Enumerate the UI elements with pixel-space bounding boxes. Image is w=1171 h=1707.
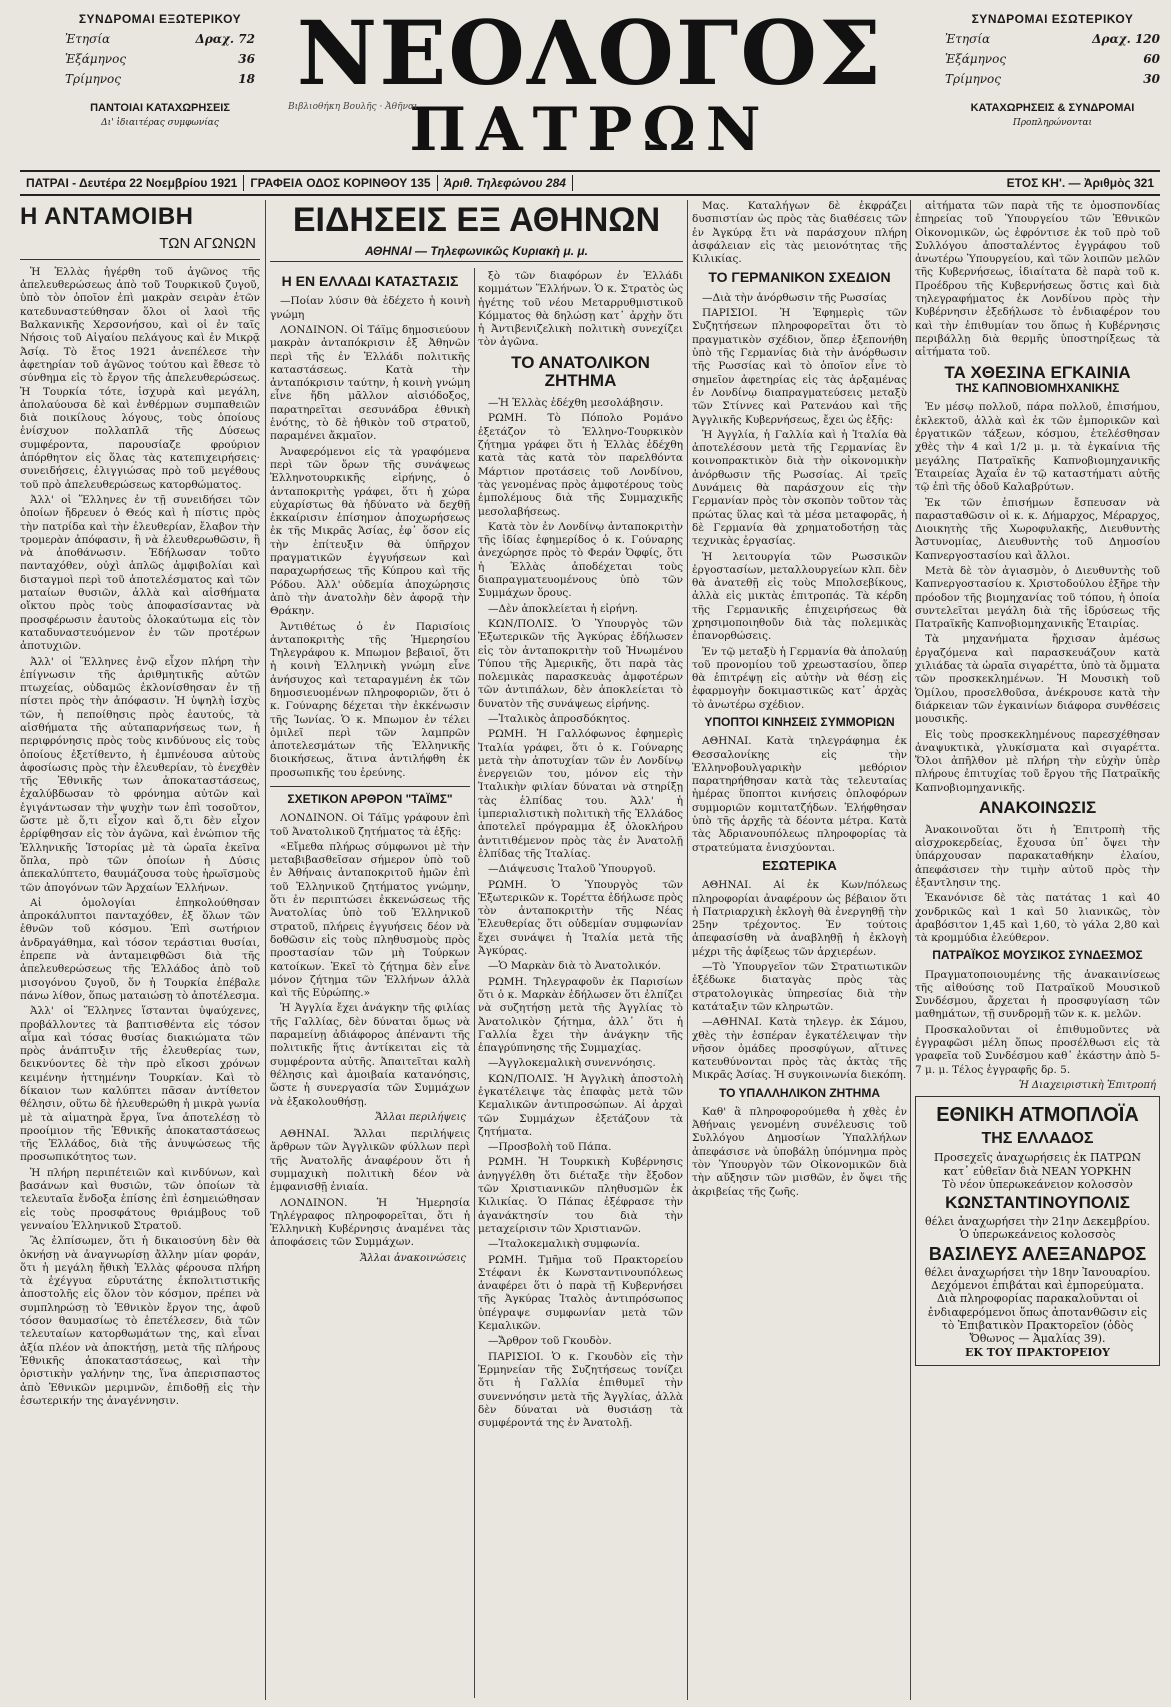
paragraph: ΑΘΗΝΑΙ. Αἱ ἐκ Κων/πόλεως πληροφορίαι ἀναφέρουν ὡς βέβαιον ὅτι ἡ Πατριαρχικὴ ἐκλογὴ θὰ ἐνεργηθῇ τὴν 25ην τρέχοντος. Ἐν τούτοις ἀπεφασίσθη νὰ ἀναβληθῇ ἡ ἐκλογὴ μέχρι τῆς ἀφίξεως τῶν ἀρχιερέων. <box>692 879 907 958</box>
paragraph: Ἀνακοινοῦται ὅτι ἡ Ἐπιτροπὴ τῆς αἰσχροκερδείας, ἔχουσα ὑπ᾽ ὄψει τὴν ὑπάρχουσαν παρακαταθήκην ἐλαίου, ἀπεφάσισεν τὴν τιμὴν αὐτοῦ πρὸς τὴν ἐξαντλησιν της. <box>915 823 1160 889</box>
issue-number: ΕΤΟΣ ΚΗ'. — Ἀριθμὸς 321 <box>1006 176 1154 190</box>
paragraph: Αἱ ὁμολογίαι ἐπηκολούθησαν ἀπροκάλυπτοι πανταχόθεν, ἐξ ὅλων τῶν ἐθνῶν τοῦ κόσμου. Ἐπὶ σωτήριον ἀνδραγάθημα, καὶ τόσον τεράστιαι θυσίαι, ἐπρεπε νὰ ἀνταμειφθῶσι διὰ τῆς ἀπελευθερώσεως τῆς Ἑλλάδος ἀπὸ τοῦ μισογόνου ζυγοῦ, ὅν ἡ Τουρκία ἐπέβαλε πάνω λίθον, ὅπως ματαιώσῃ τὸ ἀποτέλεσμα. <box>20 896 260 1002</box>
ship-name: ΒΑΣΙΛΕΥΣ ΑΛΕΞΑΝΔΡΟΣ <box>928 1243 1147 1264</box>
phone-number: Ἀριθ. Τηλεφώνου 284 <box>443 176 566 190</box>
paragraph: Ἐν τῷ μεταξὺ ἡ Γερμανία θὰ ἀπολαύῃ τοῦ προνομίου τοῦ χρεωστασίου, ὅπερ θὰ ἐπιτρέψῃ εἰς αὐτὴν νὰ θέσῃ εἰς ἐφαρμογὴν δοκιμαστικῶς κατ᾽ ἀρχὰς τὸ ἀνωτέρω σχέδιον. <box>692 645 907 711</box>
section-subheading: ΤΗΣ ΚΑΠΝΟΒΙΟΜΗΧΑΝΙΚΗΣ <box>955 381 1120 396</box>
ads-note: ΠΑΝΤΟΙΑΙ ΚΑΤΑΧΩΡΗΣΕΙΣ <box>90 102 230 114</box>
dateline-bar <box>20 170 1160 196</box>
paragraph: —Ποίαν λύσιν θὰ ἐδέχετο ἡ κοινὴ γνώμη <box>270 295 470 321</box>
paragraph: Ἀλλ' οἱ Ἕλληνες ἐνῷ εἶχον πλήρη τὴν ἐπίγνωσιν τῆς ἀριθμητικῆς αὐτῶν πτωχείας, οὐδαμῶς ἐκλονίσθησαν ἐν τῇ πίστει πρὸς τὴν ἀπόφασιν. Ἡ ὑψηλὴ ἰσχὺς τῶν, ἡ πεποίθησις πρὸς ἑαυτούς, τὰ αἰσθήματα τῆς αὐταπαρνήσεως των, ἡ περιφρόνησις πρὸς τοὺς κινδύνους εἰς τοὺς ὁποίους ἐξετίθεντο, ἡ ἐμπνέουσα αὐτοὺς ἀφοσίωσις πρὸς τὴν ἐλευθερίαν, τὸ ἐνεχθὲν τῆς Ἐθνικῆς των ἀποκαταστάσεως, ἐχαλύβδωσαν τὸ φρόνημα αὐτῶν καὶ ἐγιγάντωσαν τὴν ψυχὴν των ἐπὶ τοσοῦτον, ὥστε μὲ ὅ,τι εἶχον καὶ ὅ,τι δὲν εἶχον ἐρρίφθησαν εἰς τὸν ἀγῶνα, καὶ ἐνώπιον τῆς Ἑλληνικῆς Ἱστορίας μὲ τὰ ὡραῖα ἐκεῖνα ὅπλα, πρὸ τῶν ὁποίων ἡ Δύσις ἀπεκαλύπτετο, θαυμάζουσα τοὺς ἡρωϊσμοὺς τῶν ἀπογόνων τῶν Ἀρχαίων Ἑλλήνων. <box>20 655 260 894</box>
paragraph: ΠΑΡΙΣΙΟΙ. Ὁ κ. Γκουδὸν εἰς τὴν Ἐρμηνείαν τῆς Συζητήσεως τονίζει ὅτι ἡ Γαλλία ἐπιθυμεῖ τὴν συνεννόησιν μετὰ τῆς Ἀγγλίας, ἀλλὰ δὲν δύναται νὰ θυσιάσῃ τὰ συμφέροντά της ἐν Ἀνατολῇ. <box>478 1350 683 1430</box>
news-dateline: ΑΘΗΝΑΙ — Τηλεφωνικῶς Κυριακὴ μ. μ. <box>270 244 683 262</box>
divider <box>270 786 470 787</box>
section-heading: ΕΣΩΤΕΡΙΚΑ <box>762 857 837 873</box>
paragraph: ΡΩΜΗ. Τηλεγραφοῦν ἐκ Παρισίων ὅτι ὁ κ. Μαρκὰν ἐδήλωσεν ὅτι ἐλπίζει νὰ συζητήσῃ μετὰ τῆς Ἀγγλίας τὸ Ἀνατολικὸν ζήτημα, ἀλλ᾽ ὅτι ἡ Γαλλία ἔχει τὴν ἀνάγκην τῆς ἐπαγρύπνησης τῆς Συμμαχίας. <box>478 975 683 1055</box>
paragraph: —Δὲν ἀποκλείεται ἡ εἰρήνη. <box>488 602 638 615</box>
paragraph: Ἐκ τῶν ἐπισήμων ἔσπευσαν νὰ παρασταθῶσιν οἱ κ. κ. Δήμαρχος, Μέραρχος, Διοικητὴς τῆς Χωροφυλακῆς, Διευθυντὴς Ἀστυνομίας, Διευθυντὴς τοῦ Δημοσίου Καπνεργοστασίου καὶ ἄλλοι. <box>915 496 1160 562</box>
library-stamp: Βιβλιοθήκη Βουλῆς · Ἀθῆναι <box>288 102 418 112</box>
paragraph: ΡΩΜΗ. Ὁ Ὑπουργὸς τῶν Ἐξωτερικῶν κ. Τορέττα ἐδήλωσε πρὸς τὸν ἀνταποκριτὴν τῆς Νέας Ἐλευθερίας ὅτι οὐδεμίαν συμφωνίαν ἔχει συνάψει ἡ Ἰταλία μετὰ τῆς Ἀγκύρας. <box>478 878 683 958</box>
section-heading: Η ΕΝ ΕΛΛΑΔΙ ΚΑΤΑΣΤΑΣΙΣ <box>281 273 459 289</box>
paragraph: ΛΟΝΔΙΝΟΝ. Οἱ Τάϊμς γράφουν ἐπὶ τοῦ Ἀνατολικοῦ ζητήματος τὰ ἑξῆς: <box>270 812 470 838</box>
editorial-column <box>20 200 260 1700</box>
newspaper-subtitle: ΠΑΤΡΩΝ <box>409 95 771 165</box>
paragraph: ΛΟΝΔΙΝΟΝ. Ἡ Ἡμερησία Τηλέγραφος πληροφορεῖται, ὅτι ἡ Ἑλληνικὴ Κυβέρνησις ἀναμένει τὰς ἀποφάσεις τῶν Συμμάχων. <box>270 1196 470 1249</box>
paragraph: Ἐκανόνισε δὲ τὰς πατάτας 1 καὶ 40 χονδρικῶς καὶ 1 καὶ 50 λιανικῶς, τὸν ἀραβόσιτον 1,45 καὶ 1,60, τὸ γάλα 2,80 καὶ τὰ κρομμύδια ἐλεύθερον. <box>915 892 1160 945</box>
divider <box>572 175 573 191</box>
paragraph: Ἡ πλήρη περιπέτειῶν καὶ κινδύνων, καὶ βασάνων καὶ θυσιῶν, τῶν ὁποίων τὰ τελευταῖα ἔνδοξα ἐπίσης ἐπὶ ἐσημειώθησαν εἰς τοὺς προσφάτους θριάμβους τοῦ γενναίου Ἑλληνικοῦ Στρατοῦ. <box>20 1166 260 1232</box>
domestic-subscriptions-header: ΣΥΝΔΡΟΜΑΙ ΕΣΩΤΕΡΙΚΟΥ <box>971 12 1134 26</box>
news-column-4 <box>915 200 1160 1700</box>
paragraph: ξὸ τῶν διαφόρων ἐν Ἑλλάδι κομμάτων Ἕλλήνων. Ὁ κ. Στρατὸς ὡς ἡγέτης τοῦ νέου Μεταρρυθμιστικοῦ Κόμματος θὰ δηλώσῃ κατ᾽ ἀρχὴν ὅτι ἡ Ἀντιβενιζελικὴ πολιτικὴ συνεχίζει τὸν ἀγῶνα. <box>478 270 683 349</box>
paragraph: ΚΩΝ/ΠΟΛΙΣ. Ἡ Ἀγγλικὴ ἀποστολὴ ἐγκατέλειψε τὰς ἐπαφὰς μετὰ τῶν Κεμαλικῶν ἀντιπροσώπων. Αἱ ἀρχαὶ τῶν Συμμάχων ἐξετάζουν τὰ ζητήματα. <box>478 1072 683 1138</box>
paragraph: «Εἴμεθα πλήρως σύμφωνοι μὲ τὴν μεταβιβασθεῖσαν σήμερον ὑπὸ τοῦ ἐν Ἀθήναις ἀνταποκριτοῦ ἡμῶν ἐπὶ τοῦ Ἑλληνικοῦ ζητήματος γνώμην, ὅτι ἐν περιπτώσει ἐκκενώσεως τῆς Ἀνατολίας ὑπὸ τοῦ Ἑλληνικοῦ στρατοῦ, πλήρεις ἐγγυήσεις δέον νὰ δοθῶσιν εἰς τοὺς πληθυσμοὺς πρὸς προστασίαν τῶν μὴ Τούρκων κατοίκων. Ἐκεῖ τὸ ζήτημα δὲν εἶνε μόνον ζήτημα τῶν Ἑλλήνων ἀλλὰ καὶ τῆς Εὐρώπης.» <box>270 840 470 1000</box>
editorial-subtitle: ΤΩΝ ΑΓΩΝΩΝ <box>159 235 256 253</box>
paragraph: Εἰς τοὺς προσκεκλημένους παρεσχέθησαν ἀναψυκτικὰ, γλυκίσματα καὶ σιγαρέττα. Ὅλοι ἀπῆλθον μὲ πλήρη τὴν εὐχὴν ὑπὲρ πλήρους ἐπιτυχίας τοῦ ἔργου τῆς Πατραϊκῆς Καπνοβιομηχανικῆς. <box>915 728 1160 794</box>
section-heading: ΑΝΑΚΟΙΝΩΣΙΣ <box>978 798 1097 818</box>
paragraph: Καθ' ἃ πληροφορούμεθα ἡ χθὲς ἐν Ἀθήναις γενομένη συνέλευσις τοῦ Συλλόγου Δημοσίων Ὑπαλλήλων ἀπεφάσισε νὰ ὑποβάλῃ ὑπόμνημα πρὸς τὸν Ὑπουργὸν τῶν Οἰκονομικῶν διὰ τὴν αὔξησιν τῶν μισθῶν, ἐν ὄψει τῆς ἀκριβείας τῆς ζωῆς. <box>692 1105 907 1198</box>
paragraph: —ΑΘΗΝΑΙ. Κατὰ τηλεγρ. ἐκ Σάμου, χθὲς τὴν ἑσπέραν ἐγκατέλειψαν τὴν νῆσον ὁμάδες προσφύγων, αἵτινες κατευθύνονται πρὸς τὰς ἀκτὰς τῆς Μικρᾶς Ἀσίας. Ἡ συγκοινωνία διεκόπη. <box>692 1016 907 1082</box>
paragraph: —Τὸ Ὑπουργεῖον τῶν Στρατιωτικῶν ἐξέδωκε διαταγὰς πρὸς τὰς στρατολογικὰς ὑπηρεσίας διὰ τὴν κατάταξιν τῶν κληρωτῶν. <box>692 961 907 1013</box>
section-heading: ΤΟ ΓΕΡΜΑΝΙΚΟΝ ΣΧΕΔΙΟΝ <box>708 269 891 286</box>
paragraph: Ἀναφερόμενοι εἰς τὰ γραφόμενα περὶ τῶν ὅρων τῆς συνάψεως Ἑλληνοτουρκικῆς εἰρήνης, ὁ ἀνταποκριτὴς γράφει, ὅτι ἡ χώρα εὐχαρίστως θὰ ἠδύνατο νὰ δεχθῇ ἐκκαίρισιν ἐπίσημον ἀποχωρήσεως ἐκ τῆς Μικρᾶς Ἀσίας, ἐφ᾽ ὅσον εἰς τὴν ἐπίτευξιν θὰ ὑπῆρχον πραγματικῶν ἐγγυήσεων καὶ παραχωρήσεως τῆς Κύπρου καὶ τῆς Ρόδου. Ἀλλ' οὐδεμία ἀποχώρησις ἀπὸ τὴν ἀνατολὴν δὲν ἀφορᾷ τὴν Θράκην. <box>270 445 470 618</box>
column-divider <box>474 268 475 1698</box>
paragraph: Μας. Καταλήγων δὲ ἐκφράζει δυσπιστίαν ὡς πρὸς τὰς διαθέσεις τῶν ἐν Ἀγκύρᾳ ἔτι νὰ παράσχουν πλήρη ἀσφάλειαν εἰς τὰς μειονότητας τῆς Κιλικίας. <box>692 200 907 266</box>
section-heading: ΤΟ ΑΝΑΤΟΛΙΚΟΝ ΖΗΤΗΜΑ <box>511 352 650 391</box>
ads-subs-note: ΚΑΤΑΧΩΡΗΣΕΙΣ & ΣΥΝΔΡΟΜΑΙ <box>970 102 1135 114</box>
news-column-1 <box>270 270 470 1700</box>
shipping-advertisement <box>915 1096 1160 1366</box>
section-heading: ΠΑΤΡΑΪΚΟΣ ΜΟΥΣΙΚΟΣ ΣΥΝΔΕΣΜΟΣ <box>932 948 1143 963</box>
paragraph: αἰτήματα τῶν παρὰ τῆς τε ὁμοσπονδίας ἐπηρείας τοῦ Ὑπουργείου τῶν Ἐθνικῶν Οἰκονομικῶν, ὡς ἐφρόντισε ἐκ τοῦ πρὸ τοῦ Συλλόγου ἀποσταλέντος ἐγγράφου τοῦ ἀνωτέρω Ὑπουργείου, καὶ τῶν λοιπῶν μελῶν τῆς Κυβερνήσεως, ἰδιαίτατα δὲ παρὰ τοῦ κ. Προέδρου τῆς Κυβερνήσεως ὅστις καὶ διὰ τηλεγραφήματος ἐκ Λονδίνου πρὸς τὴν Κυβέρνησιν ἐξεδήλωσε τὸ ἐνδιαφέρον του καὶ τὴν ἐπιθυμίαν του ὅπως ἡ Κυβέρνησις περιβάλλῃ διὰ θερμῆς ὑποστηρίξεως τὰ αἰτήματα τοῦ. <box>915 200 1160 359</box>
paragraph: ΑΘΗΝΑΙ. Ἄλλαι περιλήψεις ἄρθρων τῶν Ἀγγλικῶν φύλλων περὶ τῆς Ἀνατολῆς ἀναφέρουν ὅτι ἡ συμμαχικὴ πολιτικὴ δέον νὰ ἐμφανισθῇ ἐνιαία. <box>270 1128 470 1194</box>
paragraph: —Ἰταλικὸς ἀπροσδόκητος. <box>488 712 631 725</box>
paragraph: Ἀλλ' οἱ Ἕλληνες ἵστανται ὑψαύχενες, προβάλλοντες τὰ βαπτισθέντα εἰς τόσον αἷμα καὶ τόσας θυσίας διακιώματα τῶν πρὸς ἀνάπτυξιν τῆς ἐλευθερίας των, δεικνύοντες δὲ τὴν πρὸ εἴκοσι χρόνων κειμένην ἡττημένην Τουρκίαν. Καὶ τὸ δίκαιον των καλύπτει πᾶσαν ἀντίθετον θέλησιν, οὕτω δὲ ἠλευθερώθη ἡ μικρὰ γωνία μὲ τὰ αἱματηρὰ ἔργα, ἵνα ἀποτελέσῃ τὸ προοίμιον τῆς Ἐθνικῆς ἀποκαταστάσεως τῆς Ἑλλάδος, διὰ τῆς ἀνυψώσεως τῆς προσωπικότητος των. <box>20 1005 260 1164</box>
foreign-subscriptions-box <box>65 12 255 128</box>
news-headline: ΕΙΔΗΣΕΙΣ ΕΞ ΑΘΗΝΩΝ <box>292 201 661 239</box>
paragraph: Κατὰ τὸν ἐν Λονδίνῳ ἀνταποκριτὴν τῆς ἰδίας ἐφημερίδος ὁ κ. Γούναρης ἀνεχώρησε πρὸς τὸ Φεράν Ὀφφίς, ὅτι ἡ Ἑλλὰς ἀποδέχεται τοὺς διαπραγματευομένους ὑπὸ τῶν Συμμάχων ὅρους. <box>478 520 683 600</box>
ad-text: Δεχόμενοι ἐπιβάται καὶ ἐμπορεύματα. <box>931 1279 1144 1293</box>
paragraph: ΡΩΜΗ. Ἡ Γαλλόφωνος ἐφημερὶς Ἰταλία γράφει, ὅτι ὁ κ. Γούναρης μετὰ τὴν ἀποτυχίαν τῶν ἐν Λονδίνῳ ἐνεργειῶν του, μόνον εἰς τὴν Ἰταλικὴν φιλίαν δύναται νὰ στηρίξῃ τὰς ἐλπίδας του. Ἀλλ' ἡ ἱμπεριαλιστικὴ πολιτικὴ τῆς Ἑλλάδος ἀποτελεῖ πρόγραμμα ἐξ ὁλοκλήρου ἀντιτιθέμενον πρὸς τὰς ἐν Ἀνατολῇ ἐλπίδας τῆς Ἰταλίας. <box>478 728 683 860</box>
paragraph: —Ἰταλοκεμαλικὴ συμφωνία. <box>488 1238 640 1251</box>
ads-note-terms: Δι' ἰδιαιτέρας συμφωνίας <box>101 118 219 128</box>
subscription-row: Τρίμηνος 18 <box>65 72 255 86</box>
newspaper-title-block <box>260 1 920 165</box>
ad-text: Τὸ νέον ὑπερωκεάνειον κολοσσὸν <box>942 1177 1133 1191</box>
section-heading: ΣΧΕΤΙΚΟΝ ΑΡΘΡΟΝ "ΤΑΪΜΣ" <box>287 792 453 807</box>
ad-text: Διὰ πληροφορίας παρακαλοῦνται οἱ ἐνδιαφερόμενοι ὅπως ἀποτανθῶσιν εἰς τὸ Ἐπιβατικὸν Πρακτορεῖον (ὁδὸς Ὄθωνος — Ἀμαλίας 39). <box>927 1292 1148 1346</box>
editorial-title: Η ΑΝΤΑΜΟΙΒΗ <box>20 203 194 230</box>
newspaper-page <box>20 1 1160 1698</box>
paragraph: Ἡ λειτουργία τῶν Ρωσσικῶν ἐργοστασίων, μεταλλουργείων κλπ. δὲν θὰ ἀνατεθῇ εἰς τοὺς Μπολσεβίκους, ἀλλὰ εἰς μικτὰς ἐπιτροπάς. Τὰ κέρδη τῆς Γερμανικῆς ἐπιχειρήσεως θὰ χρησιμοποιηθοῦν διὰ τὰς πολεμικὰς ἐπανορθώσεις. <box>692 550 907 643</box>
subscription-row: Ἑξάμηνος 60 <box>945 52 1160 66</box>
paragraph: —Διὰ τὴν ἀνόρθωσιν τῆς Ρωσσίας <box>702 291 887 304</box>
section-heading: ΤΟ ΥΠΑΛΛΗΛΙΚΟΝ ΖΗΤΗΜΑ <box>718 1085 880 1100</box>
ad-text: θέλει ἀναχωρήσει τὴν 21ην Δεκεμβρίου. <box>925 1215 1150 1229</box>
ad-subtitle: ΤΗΣ ΕΛΛΑΔΟΣ <box>981 1130 1094 1148</box>
subscription-row: Ἑξάμηνος 36 <box>65 52 255 66</box>
paragraph: ΠΑΡΙΣΙΟΙ. Ἡ Ἐφημερὶς τῶν Συζητήσεων πληροφορεῖται ὅτι τὸ πραγματικὸν σχέδιον, ὅπερ ἐξεπονήθη ὑπὸ τῆς Γερμανίας διὰ τὴν ἀνόρθωσιν τῆς Ρωσσίας καὶ τὸ ὁποῖον εἶνε τὸ σημεῖον ἀφετηρίας εἰς τὰς ἀρξαμένας ἐν Λονδίνῳ διαπραγματεύσεις μεταξὺ τῶν Στίννες καὶ Ρατενάου καὶ τῆς Ἀγγλικῆς Κυβερνήσεως, ἔχει ὡς ἑξῆς: <box>692 307 907 426</box>
paragraph: Προσκαλοῦνται οἱ ἐπιθυμοῦντες νὰ ἐγγραφῶσι μέλη ὅπως προσέλθωσι εἰς τὰ γραφεῖα τοῦ Συνδέσμου καθ᾽ ἑκάστην ἀπὸ 5-7 μ. μ. Τέλος ἐγγραφῆς δρ. 5. <box>915 1023 1160 1076</box>
paragraph: Ἐν μέσῳ πολλοῦ, πάρα πολλοῦ, ἐπισήμου, ἐκλεκτοῦ, ἀλλὰ καὶ ἐκ τῶν ἐμπορικῶν καὶ ἐργατικῶν τάξεων, κόσμου, ἐτελέσθησαν χθὲς τὴν 4 καὶ 1/2 μ. μ. τὰ ἐγκαίνια τῆς μεγάλης Πατραϊκῆς Καπνοβιομηχανικῆς Ἑταιρείας Ἀχαΐα ἐν τῷ καταστήματι αὐτῆς τῷ ἐπὶ τῆς ὁδοῦ Καλαβρύτων. <box>915 401 1160 494</box>
column-divider <box>910 200 911 1700</box>
paragraph: ΡΩΜΗ. Τὸ Πόπολο Ρομάνο ἐξετάζον τὸ Ἑλληνο-Τουρκικὸν ζήτημα γράφει ὅτι ἡ Ἑλλὰς ἐδέχθη κατὰ τὰς κατὰ τὸν παρελθόντα Μάρτιον προτάσεις τοῦ Λονδίνου, τὰς γενομένας πρὸς ἀμφοτέρους τοὺς ἐμπολέμους διὰ τῆς Συμμαχικῆς μεσολαβήσεως. <box>478 412 683 518</box>
paragraph: Μετὰ δὲ τὸν ἁγιασμὸν, ὁ Διευθυντὴς τοῦ Καπνεργοστασίου κ. Χριστοδούλου ἐξῆρε τὴν πρόοδον τῆς βιομηχανίας τοῦ τόπου, ἡ ὁποία συντελεῖται μεγάλη διὰ τῆς ἱδρύσεως τῆς Πατραϊκῆς Καπνοβιομηχανικῆς Ἑταιρίας. <box>915 565 1160 631</box>
paragraph: —Ἄρθρον τοῦ Γκουδὸν. <box>488 1335 612 1348</box>
news-column-2 <box>478 270 683 1700</box>
paragraph: —Προσβολὴ τοῦ Πάπα. <box>488 1141 612 1154</box>
paragraph: Ἀλλ' οἱ Ἕλληνες ἐν τῇ συνειδήσει τῶν ὁποίων ἤδρευεν ὁ Θεός καὶ ἡ πίστις πρὸς τὴν πατρίδα καὶ τὴν ἐλευθερίαν, ἔλαβον τὴν τρομερὰν ἀπόφασιν, ἢ νὰ ἐλευθερωθῶσιν, ἢ νὰ ἀποθάνωσιν. Ἐδήλωσαν τοῦτο πανταχόθεν, οὐχὶ ἁπλῶς ἀμφιβολίαι καὶ δισταγμοὶ περὶ τοῦ ἀποτελέσματος καὶ τῶν ματαίων θυσιῶν, ἀλλὰ καὶ αἰσθήματα οἴκτου πρὸς τοὺς ἀποφασίσαντας νὰ προσφέρωσιν ἑαυτοὺς ὁλοκαύτωμα εἰς τὸν καταδυναστευόμενον ἐν τῶν προτέρων ἀποτυχιῶν. <box>20 493 260 653</box>
paragraph: Ἡ Ἀγγλία ἔχει ἀνάγκην τῆς φιλίας τῆς Γαλλίας, δὲν δύναται ὅμως νὰ παραμείνῃ ἀδιάφορος ἀπέναντι τῆς πολιτικῆς ἥτις ἀντίκειται εἰς τὰ συμφέροντα αὐτῆς. Ἀπαιτεῖται καλὴ θέλησις καὶ ἀμοιβαία κατανόησις, ὥστε ἡ συνεργασία τῶν Συμμάχων νὰ ἐξακολουθήσῃ. <box>270 1002 470 1108</box>
ad-text: Ὁ ὑπερωκεάνειος κολοσσὸς <box>959 1228 1116 1242</box>
paragraph: Ἡ Ἑλλὰς ἠγέρθη τοῦ ἀγῶνος τῆς ἀπελευθερώσεως ἀπὸ τοῦ Τουρκικοῦ ζυγοῦ, ὑπὸ τὸν ὁποῖον ἐπὶ μακρὰν σειρὰν ἐτῶν κατεδυναστεύθησαν ὅλοι οἱ λαοὶ τῆς Βαλκανικῆς Χερσονήσου, καὶ οἱ ἐν ταῖς Νήσοις τοῦ Αἰγαίου πελάγους καὶ ἐν Μικρᾷ Ἀσίᾳ. Τὸ ἔτος 1921 ἀνεπέλεσε τὴν ἀφετηρίαν τοῦ ἀγῶνος τούτου καὶ ἔθεσε τὸ σύνθημα εἰς τὸ ἔργον τῆς ἀπελευθερώσεως. Ἡ Τουρκία τότε, ἰσχυρὰ καὶ μεγάλη, ἀπολαύουσα δὲ καὶ ἐνθέρμων συμπαθειῶν διὰ ποικίλους λόγους, τοὺς ὁποίους ἐνίσχυον πολλαπλᾶ τῆς Δύσεως συμφέροντα, παρουσίαζε φρούριον ἀπόρθητον εἰς ὅλας τὰς κατεπιχειρήσεις· συνειδήσεις, ἐλιγγιώσας πρὸ τοῦ μεγέθους τοῦ πρὸ ἀπελευθερώσεως κατορθώματος. <box>20 265 260 491</box>
news-column-3 <box>692 200 907 1700</box>
paragraph: ΑΘΗΝΑΙ. Κατὰ τηλεγράφημα ἐκ Θεσσαλονίκης εἰς τὴν Ἑλληνοβουλγαρικὴν μεθόριον παρατηρήθησαν κατὰ τὰς τελευταίας ἡμέρας ὕποπτοι κινήσεις ὁπλοφόρων συμμοριῶν κομιτατζήδων. Ἐλήφθησαν ὑπὸ τῆς ἀρχῆς τὰ δέοντα μέτρα. Κατὰ τὰς Ἀδριανουπόλεως πληροφορίας τὰ στρατεύματα ἐνισχύονται. <box>692 735 907 854</box>
paragraph: —Ἡ Ἑλλὰς ἐδέχθη μεσολάβησιν. <box>488 397 664 410</box>
masthead <box>20 1 1160 168</box>
paragraph: ΡΩΜΗ. Τμῆμα τοῦ Πρακτορείου Στέφανι ἐκ Κωνσταντινουπόλεως ἀναφέρει ὅτι ὁ παρὰ τῇ Κυβερνήσει τῆς Ἀγκύρας Ἰταλὸς ἀντιπρόσωπος ὑπέγραψε συμφωνίαν μετὰ τῶν Κεμαλικῶν. <box>478 1253 683 1333</box>
paragraph: Τὰ μηχανήματα ἤρχισαν ἀμέσως ἐργαζόμενα καὶ παρασκευάζουν κατὰ χιλιάδας τὰ ὡραῖα σιγαρέττα, ὑπὸ τὰ ὄμματα τῶν προσκεκλημένων. Ἡ Μουσικὴ τοῦ Ὁμίλου, προσελθοῦσα, ἀνέκρουσε κατὰ τὴν διάρκειαν τῶν ἐγκαινίων διάφορα συνθέσεις μουσικῆς. <box>915 633 1160 726</box>
ad-title: ΕΘΝΙΚΗ ΑΤΜΟΠΛΟΪΑ <box>936 1104 1139 1127</box>
foreign-subscriptions-header: ΣΥΝΔΡΟΜΑΙ ΕΞΩΤΕΡΙΚΟΥ <box>78 12 242 26</box>
ad-text: Προσεχεῖς ἀναχωρήσεις ἐκ ΠΑΤΡΩΝ κατ᾽ εὐθεῖαν διὰ ΝΕΑΝ ΥΟΡΚΗΝ <box>934 1151 1141 1178</box>
paragraph: ΚΩΝ/ΠΟΛΙΣ. Ὁ Ὑπουργὸς τῶν Ἐξωτερικῶν τῆς Ἀγκύρας ἐδήλωσεν εἰς τὸν ἀνταποκριτὴν τοῦ Ἡνωμένου Τύπου τῆς Ἀμερικῆς, ὅτι παρὰ τὰς πολεμικὰς παρασκευὰς ἀμφοτέρων τῶν ἀντιπάλων, δὲν ἀποκλείεται τὸ δυνατὸν τῆς συνάψεως εἰρήνης. <box>478 617 683 710</box>
divider <box>20 259 260 260</box>
domestic-subscriptions-box <box>945 12 1160 128</box>
paragraph: —Διάψευσις Ἰταλοῦ Ὑπουργοῦ. <box>488 863 656 876</box>
paragraph: ΛΟΝΔΙΝΟΝ. Οἱ Τάϊμς δημοσιεύουν μακρὰν ἀνταπόκρισιν ἐξ Ἀθηνῶν περὶ τῆς ἐν Ἑλλάδι πολιτικῆς καταστάσεως. Κατὰ τὴν ἀνταπόκρισιν ταύτην, ἡ κοινὴ γνώμη εἶνε ἤδη μᾶλλον αἰσιόδοξος, παρατηρεῖται σεσυνάδρα ἐθνικὴ ἑνότης, τὸ δὲ ἠθικὸν τοῦ στρατοῦ, παραμένει ἄκμαῖον. <box>270 323 470 443</box>
paragraph: Ἂς ἐλπίσωμεν, ὅτι ἡ δικαιοσύνη δὲν θὰ ὀκνήσῃ νὰ ἀναγνωρίσῃ ἄλλην μίαν φοράν, ὅτι ἡ μεγάλη ἤθικὴ Ἑλλὰς φέρουσα πλήρη τὰ ἐχέγγυα εὐρυτάτης ἐκπολιτιστικῆς ἀποστολῆς εἰς ὅλον τὸν κόσμον, πρέπει νὰ συμπληρώσῃ τὸ Ἐθνικὸν ἔργον της, ἀφοῦ τόσον θαυμασίως τὸ ἐπετέλεσεν, διὰ τῶν τελευταίων κατορθωμάτων της, καὶ εἶναι ἀξία πλέον νὰ ἀποκτήσῃ, μετὰ τῆς πλήρους Ἐθνικῆς ἀποκαταστάσεως, καὶ τὴν ὁριστικὴν γαλήνην της, ἵνα ἀπερισπαστος ἀπὸ Ἐθνικῶν μεριμνῶν, ἐπιδοθῇ εἰς τὴν ἐσωτερικήν της ἀναγέννησιν. <box>20 1235 260 1407</box>
ad-text: θέλει ἀναχωρήσει τὴν 18ην Ἰανουαρίου. <box>924 1265 1151 1279</box>
signature: Ἄλλαι ἀνακοινώσεις <box>360 1252 466 1264</box>
column-divider <box>265 200 266 1700</box>
paragraph: —Ὁ Μαρκὰν διὰ τὸ Ἀνατολικόν. <box>488 960 662 973</box>
ship-name: ΚΩΝΣΤΑΝΤΙΝΟΥΠΟΛΙΣ <box>945 1193 1130 1213</box>
signature: Ἄλλαι περιλήψεις <box>375 1111 466 1123</box>
paragraph: Πραγματοποιουμένης τῆς ἀνακαινίσεως τῆς αἰθούσης τοῦ Πατραϊκοῦ Μουσικοῦ Συνδέσμου, ἄρχεται ἡ προσφυγίαση τῶν μαθημάτων, τῇ συνδρομῇ τῶν κ. κ. μελῶν. <box>915 968 1160 1021</box>
paragraph: —Ἀγγλοκεμαλικὴ συνεννόησις. <box>488 1057 656 1070</box>
paragraph: Ἀντιθέτως ὁ ἐν Παρισίοις ἀνταποκριτὴς τῆς Ἡμερησίου Τηλεγράφου κ. Μπωμον βεβαιοῖ, ὅτι ἡ κοινὴ Ἑλληνικὴ γνώμη εἶνε ἀνήσυχος καὶ τεταραγμένη ἐκ τῶν δημοσιευομένων πληροφοριῶν, ὅτι ὁ κ. Γούναρης δέχεται τὴν ἐκκένωσιν τῆς Ἰωνίας. Ὁ κ. Μπωμον ἐν τέλει ὁμιλεῖ περὶ τῶν λαμπρῶν ἀποτελεσμάτων τῆς Ἑλληνικῆς διοικήσεως, ἅτινα ἀντιλήφθη ἐκ προσωπικῆς του ἐρεύνης. <box>270 620 470 779</box>
office-address: ΓΡΑΦΕΙΑ ΟΔΟΣ ΚΟΡΙΝΘΟΥ 135 <box>250 176 431 190</box>
ad-footer: ΕΚ ΤΟΥ ΠΡΑΚΤΟΡΕΙΟΥ <box>965 1345 1110 1359</box>
subscription-row: Ἐτησία Δραχ. 72 <box>65 32 255 46</box>
prepaid-note: Προπληρώνονται <box>1012 118 1093 128</box>
newspaper-title: ΝΕΟΛΟΓΟΣ <box>296 1 884 105</box>
subscription-row: Ἐτησία Δραχ. 120 <box>945 32 1160 46</box>
issue-date: ΠΑΤΡΑΙ - Δευτέρα 22 Νοεμβρίου 1921 <box>26 176 238 190</box>
section-heading: ΤΑ ΧΘΕΣΙΝΑ ΕΓΚΑΙΝΙΑ <box>944 362 1131 382</box>
subscription-row: Τρίμηνος 30 <box>945 72 1160 86</box>
section-heading: ΥΠΟΠΤΟΙ ΚΙΝΗΣΕΙΣ ΣΥΜΜΟΡΙΩΝ <box>704 715 895 730</box>
column-divider <box>687 200 688 1700</box>
paragraph: Ἡ Ἀγγλία, ἡ Γαλλία καὶ ἡ Ἰταλία θὰ ἀποτελέσουν μετὰ τῆς Γερμανίας ἓν κοινοπρακτικὸν διὰ τὴν οἰκονομικὴν ἀνόρθωσιν τῆς Ρωσσίας. Αἱ τρεῖς Δυνάμεις θὰ παράσχουν εἰς τὴν Γερμανίαν πρὸς τὸν σκοπὸν τοῦτον τὰς πρώτας ὕλας καὶ τὰ μέσα μεταφορᾶς, ἡ δὲ Γερμανία θὰ χρηματοδοτήσῃ τὰς τεχνικὰς ἐργασίας. <box>692 428 907 548</box>
signature: Ἡ Διαχειριστικὴ Ἐπιτροπή <box>1018 1079 1156 1091</box>
paragraph: ΡΩΜΗ. Ἡ Τουρκικὴ Κυβέρνησις ἀνηγγέλθη ὅτι διέταξε τὴν ἔξοδον τῶν Χριστιανικῶν πληθυσμῶν ἐκ Κιλικίας. Ὁ Πάπας ἐξέφρασε τὴν ἀγανάκτησίν του διὰ τὴν μεταχείρισιν τῶν Χριστιανῶν. <box>478 1156 683 1235</box>
